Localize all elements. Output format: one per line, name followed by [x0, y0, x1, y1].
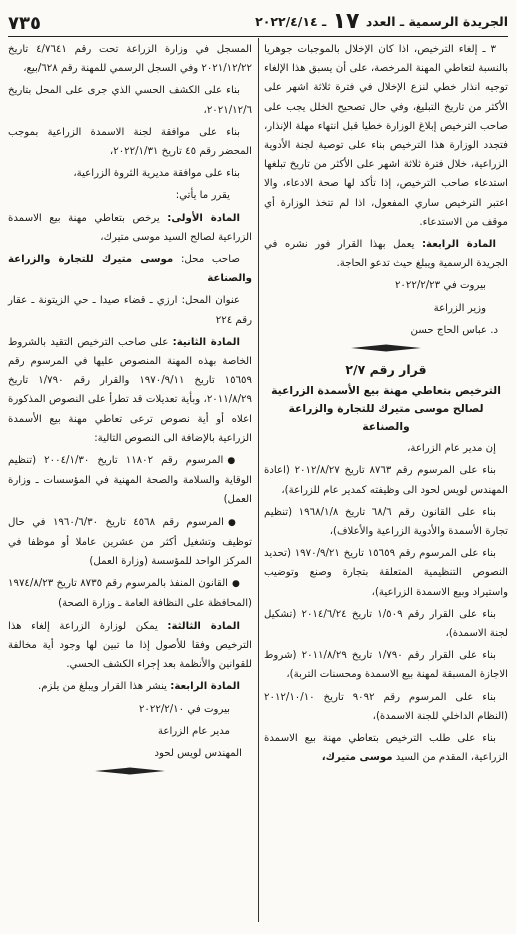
left-column: [8, 40, 252, 783]
gazette-title: [255, 9, 508, 34]
article-label: المادة الرابعة:: [170, 681, 240, 693]
article-four-right: [264, 235, 508, 273]
considerant-text: بناء على طلب الترخيص بتعاطي مهنة بيع الاسمدة الزراعية، المقدم من السيد: [264, 733, 508, 764]
column-divider: [258, 38, 259, 922]
shop-name: موسى متيرك للتجارة والزراعة والصناعة: [8, 254, 252, 285]
applicant-name: موسى متيرك،: [321, 752, 393, 764]
article-text: يمكن لوزارة الزراعة إلغاء هذا الترخيص وفقا للأصول إذا ما تبين لها وجود أية مخالفة للقوانين والأنظمة بعد إجراء الكشف الحسي.: [8, 620, 252, 671]
paragraph-revocation: ٣ ـ إلغاء الترخيص، اذا كان الإخلال بالموجبات جوهريا بالنسبة لتعاطي المهنة المرخصة، على أن يسبق هذا الإلغاء توجيه انذار خطي لنزع الإخلال في فترة ثلاثة اشهر على الأكثر من تاريخ التبليغ، وفي حال تصحيح الخلل يجب على صاحب الترخيص إبلاغ الوزارة خطيا قبل انتهاء مهلة الإنذار، فتجدد الوزارة هذا الترخيص بناء على توصية لجنة الأدوية الزراعية، خلال فترة ثلاثة اشهر على الأكثر من تاريخ تبلغها استدعاء صاحب الترخيص، إذا تأكد لها صحة الادعاء، والا اعتبر الترخيص ساري المفعول، اذا لم تتخذ الوزارة أي موقف من الاستدعاء.: [264, 44, 508, 228]
signer-name: د. عباس الحاج حسن: [410, 324, 498, 336]
decides-line: يقرر ما يأتي:: [175, 190, 230, 202]
considerant-committee: بناء على موافقة لجنة الاسمدة الزراعية بموجب المحضر رقم ٤٥ تاريخ ٢٠٢٢/١/٣١،: [8, 126, 252, 158]
article-one: [8, 209, 252, 247]
article-label: المادة الرابعة:: [421, 239, 496, 251]
considerant-directorate: بناء على موافقة مديرية الثروة الزراعية،: [73, 168, 240, 180]
issue-date: ـ ٢٠٢٢/٤/١٤: [255, 14, 327, 29]
article-four-left: [8, 677, 252, 696]
article-text: على صاحب الترخيص التقيد بالشروط الخاصة بهذه المهنة المنصوص عليها في المرسوم رقم ١٥٦٥٩ تاريخ ١٩٧٠/٩/١١ والقرار رقم ١/٧٩٠ تاريخ ٢٠١١/٨/٢٩، وبأية تعديلات قد تطرأ على النصوص المذكورة اعلاه أو أية نصوص ترعى تعاطي مهنة بيع الأسمدة الزراعية بالإضافة الى النصوص التالية:: [8, 336, 252, 444]
decision-subtitle: الترخيص بتعاطي مهنة بيع الأسمدة الزراعية لصالح موسى متيرك للتجارة والزراعة والصناعة: [271, 384, 501, 434]
shop-label: صاحب محل:: [173, 254, 240, 266]
separator-ornament: [95, 767, 165, 775]
considerant-2: بناء على القانون رقم ٦٨/٦ تاريخ ١٩٦٨/١/٨ (تنظيم تجارة الأسمدة والأدوية الزراعية والأعلاف)،: [264, 506, 508, 538]
article-label: المادة الثانية:: [172, 336, 240, 348]
article-two: [8, 333, 252, 448]
article-text: يعمل بهذا القرار فور نشره في الجريدة الرسمية ويبلغ حيث تدعو الحاجة.: [264, 239, 508, 270]
considerant-1: بناء على المرسوم رقم ٨٧٦٣ تاريخ ٢٠١٢/٨/٢٧ (اعادة المهندس لويس لحود الى وظيفته كمدير عام للزراعة)،: [264, 465, 508, 496]
article-label: المادة الثالثة:: [167, 620, 240, 632]
considerant-5: بناء على القرار رقم ١/٧٩٠ تاريخ ٢٠١١/٨/٢٩ (شروط الاجازة المسبقة لمهنة بيع الاسمدة ومحسنات التربة)،: [264, 650, 508, 681]
bullet-law-3: ● القانون المنفذ بالمرسوم رقم ٨٧٣٥ تاريخ ١٩٧٤/٨/٢٣ (المحافظة على النظافة العامة ـ وزارة الصحة): [8, 574, 252, 613]
signer-title: مدير عام الزراعة: [157, 725, 230, 737]
considerant-7: [264, 729, 508, 767]
considerant-3: بناء على المرسوم رقم ١٥٦٥٩ تاريخ ١٩٧٠/٩/٢١ (تحديد النصوص التنظيمية المتعلقة بتجارة وصنع وتوضيب واستيراد وبيع الاسمدة الزراعية)،: [264, 548, 508, 598]
article-text: يرخص بتعاطي مهنة بيع الاسمدة الزراعية لصالح السيد موسى متيرك،: [8, 212, 252, 243]
signer-name: المهندس لويس لحود: [154, 747, 242, 759]
article-text: ينشر هذا القرار ويبلغ من يلزم.: [37, 681, 171, 693]
bullet-decree-2: ● المرسوم رقم ٤٥٦٨ تاريخ ١٩٦٠/٦/٣٠ في حال توظيف وتشغيل أكثر من عشرين عاملا أو موظفا في المركز الواحد للمؤسسة (وزارة العمل): [8, 513, 252, 572]
considerant-4: بناء على القرار رقم ١/٥٠٩ تاريخ ٢٠١٤/٦/٢٤ (تشكيل لجنة الاسمدة)،: [264, 608, 508, 640]
shop-owner: [8, 250, 252, 288]
article-three: [8, 617, 252, 675]
issuer-line: إن مدير عام الزراعة،: [407, 443, 496, 455]
page-header: [8, 4, 508, 37]
signer-title: وزير الزراعة: [433, 302, 486, 314]
article-label: المادة الأولى:: [167, 212, 240, 224]
shop-address: عنوان المحل: ارزي ـ قضاء صيدا ـ حي الزيتونة ـ عقار رقم ٢٢٤: [8, 295, 252, 326]
considerant-inspection: بناء على الكشف الحسي الذي جرى على المحل بتاريخ ٢٠٢١/١٢/٦،: [8, 85, 252, 116]
gazette-name: الجريدة الرسمية ـ العدد: [365, 14, 508, 29]
page-number: ٧٣٥: [8, 13, 41, 34]
bullet-decree-1: ● المرسوم رقم ١١٨٠٢ تاريخ ٢٠٠٤/١/٣٠ (تنظيم الوقاية والسلامة والصحة المهنية في المؤسسات ـ وزارة العمل): [8, 451, 252, 510]
decision-title: قرار رقم ٢/٧: [345, 362, 427, 378]
considerant-6: بناء على المرسوم رقم ٩٠٩٢ تاريخ ٢٠١٢/١٠/١٠ (النظام الداخلي للجنة الاسمدة)،: [264, 691, 508, 722]
issue-number: ١٧: [332, 9, 360, 34]
place-date: بيروت في ٢٠٢٢/٢/١٠: [138, 703, 230, 715]
separator-ornament: [351, 344, 421, 352]
registration-paragraph: المسجل في وزارة الزراعة تحت رقم ٤/٧٦٤١ تاريخ ٢٠٢١/١٢/٢٢ وفي السجل الرسمي للمهنة رقم ٦٢٨/بيع،: [8, 44, 252, 75]
right-column: [264, 40, 508, 771]
place-date: بيروت في ٢٠٢٢/٢/٢٣: [394, 280, 486, 292]
